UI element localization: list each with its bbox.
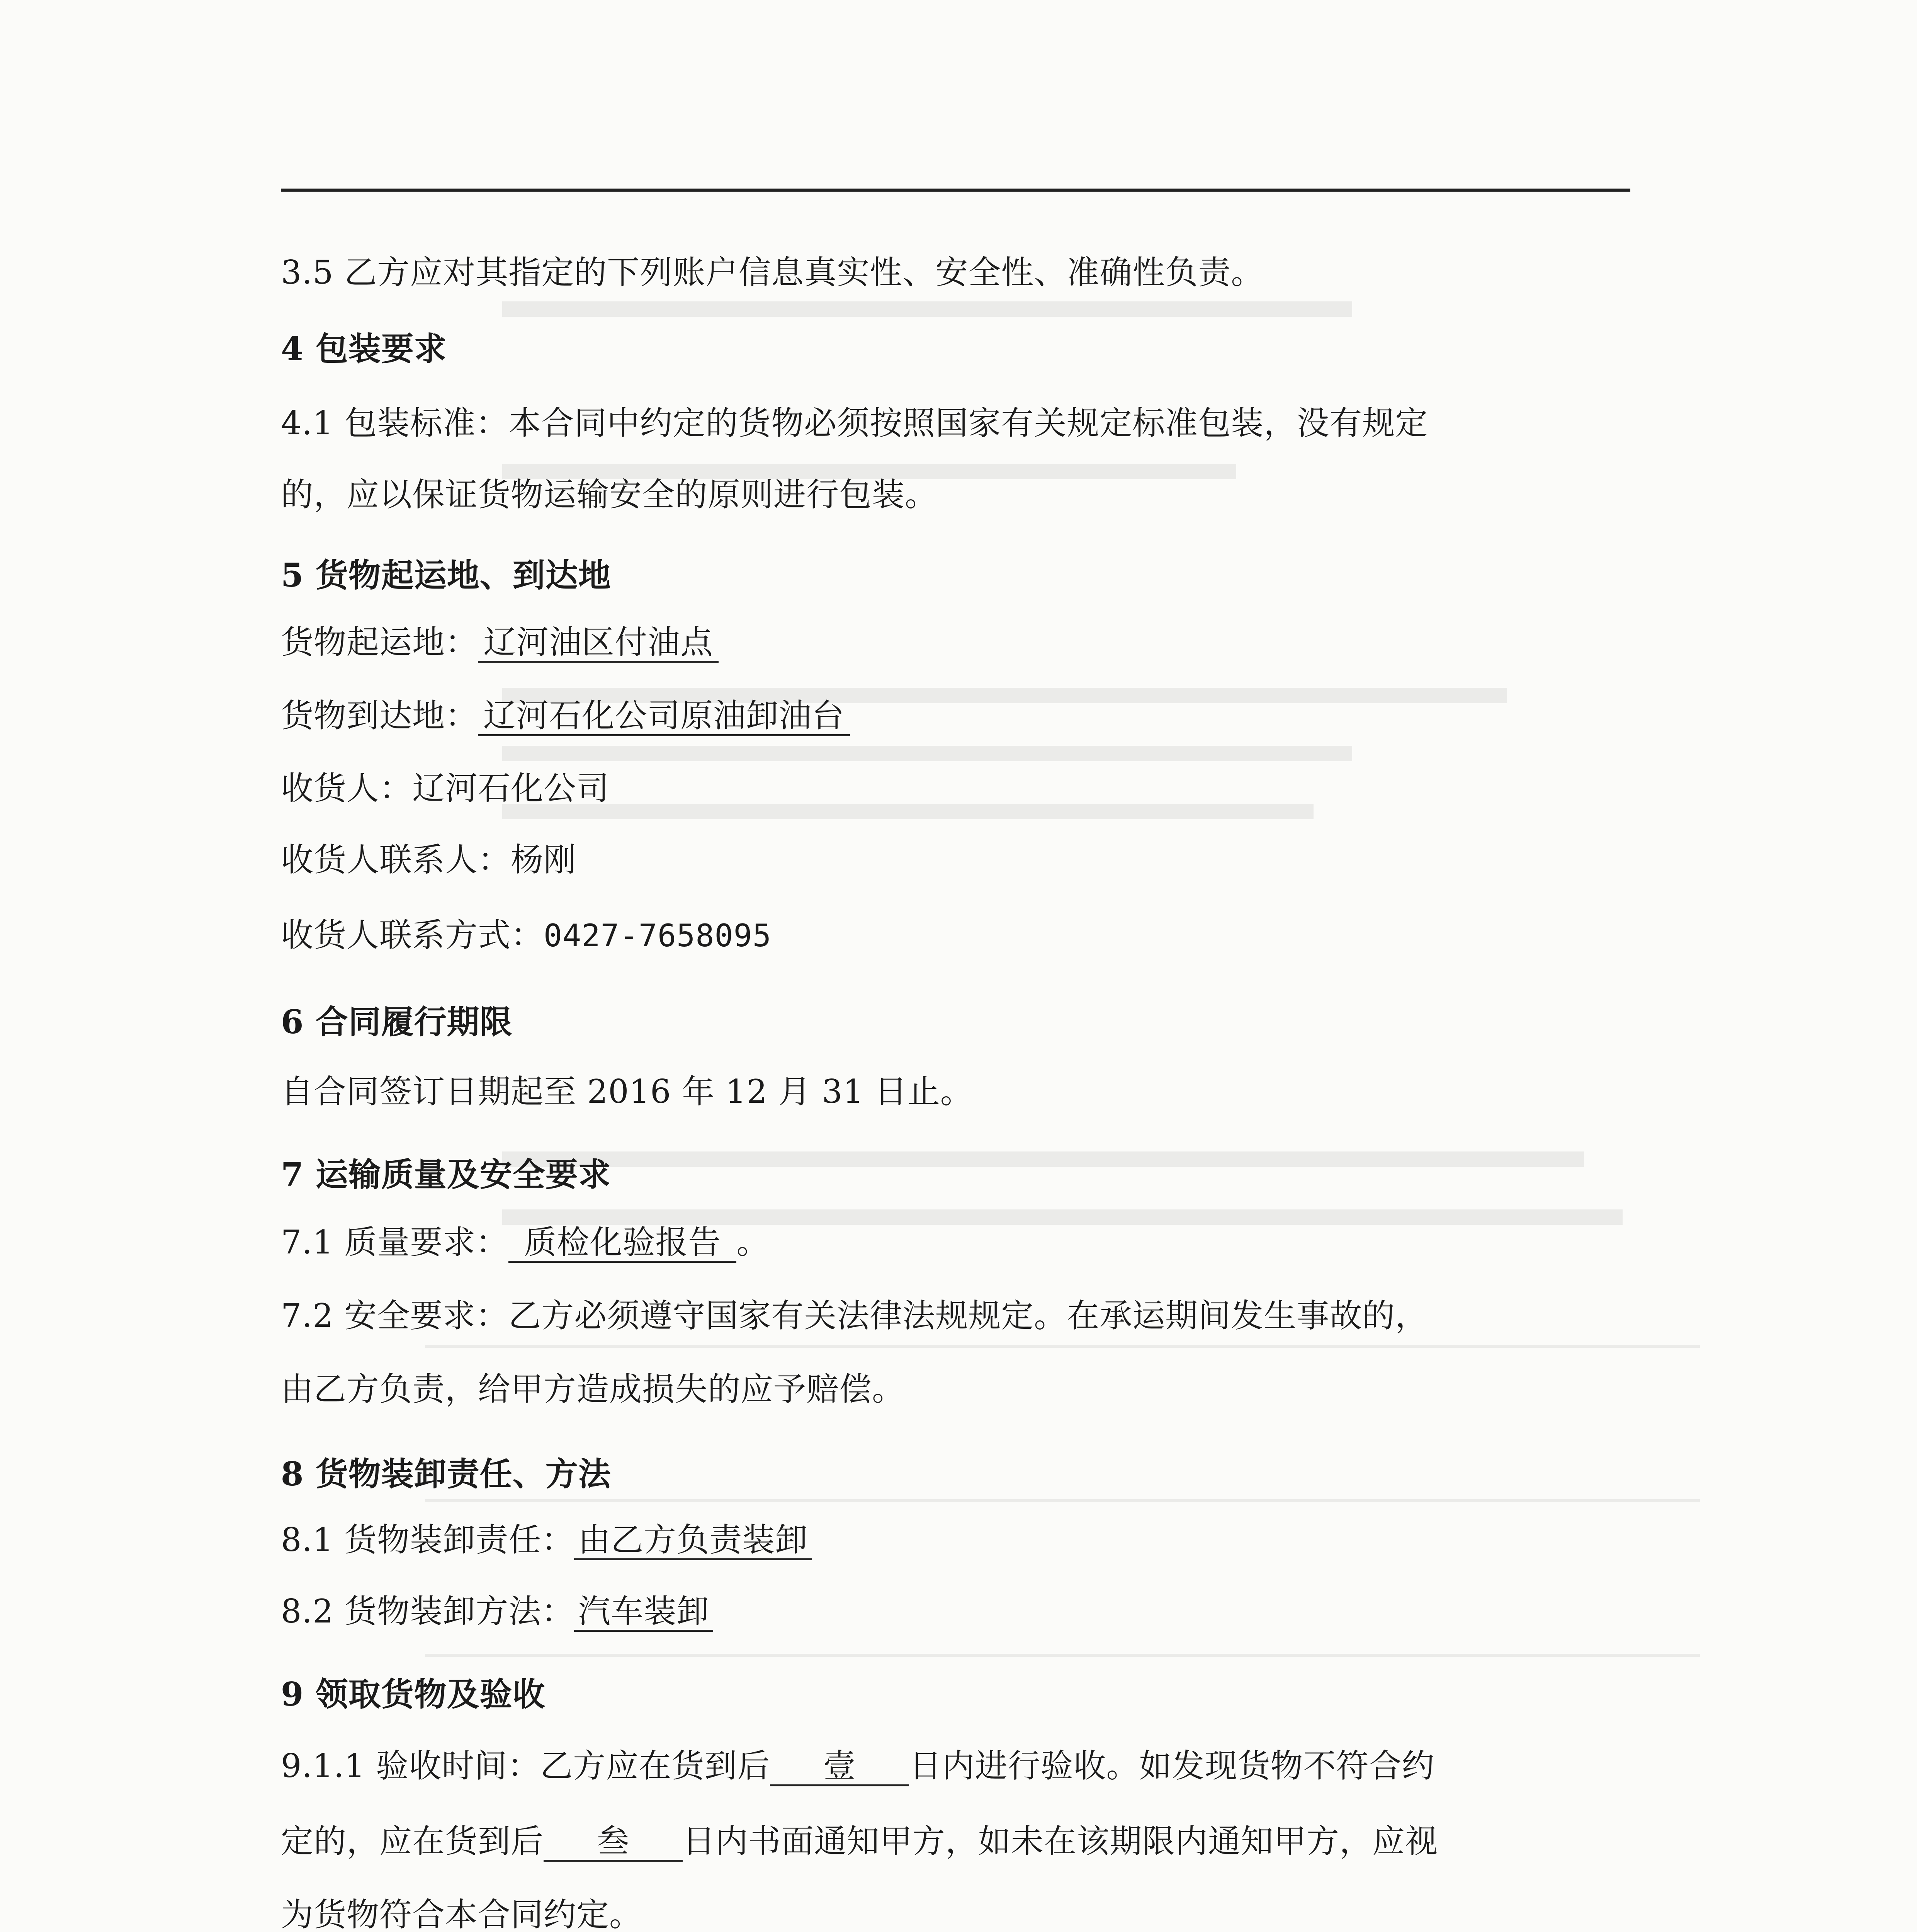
clause-9-1-1-line2: [281, 1820, 1438, 1862]
consignee-phone-label: 收货人联系方式：: [281, 916, 544, 954]
destination-line: [281, 694, 850, 737]
clause-4-1-line1: 4.1 包装标准：本合同中约定的货物必须按照国家有关规定标准包装，没有规定: [281, 404, 1428, 442]
section-5-heading: 5 货物起运地、到达地: [281, 556, 611, 594]
origin-label: 货物起运地：: [281, 623, 478, 661]
inspection-days-value: 壹: [770, 1747, 909, 1786]
clause-7-1-end: 。: [736, 1223, 770, 1261]
consignee-phone-value: 0427-7658095: [544, 918, 772, 954]
clause-9-1-1-line3: 为货物符合本合同约定。: [281, 1896, 642, 1932]
notice-days-value: 叁: [544, 1823, 683, 1862]
section-8-heading: 8 货物装卸责任、方法: [281, 1455, 611, 1493]
clause-9-1-1-label: 9.1.1 验收时间：乙方应在货到后: [281, 1747, 770, 1785]
clause-3-5: 3.5 乙方应对其指定的下列账户信息真实性、安全性、准确性负责。: [281, 253, 1264, 291]
clause-8-2-label: 8.2 货物装卸方法：: [281, 1592, 574, 1630]
consignee-line: 收货人：辽河石化公司: [281, 769, 610, 807]
term-line: 自合同签订日期起至 2016 年 12 月 31 日止。: [281, 1073, 973, 1111]
consignee-contact-line: 收货人联系人：杨刚: [281, 841, 577, 879]
origin-line: [281, 621, 719, 663]
clause-9-1-1-line2-label: 定的，应在货到后: [281, 1822, 544, 1860]
clause-7-2-line1: 7.2 安全要求：乙方必须遵守国家有关法律法规规定。在承运期间发生事故的，: [281, 1297, 1428, 1335]
clause-9-1-1-line2-rest: 日内书面通知甲方，如未在该期限内通知甲方，应视: [683, 1822, 1438, 1860]
section-7-heading: 7 运输质量及安全要求: [281, 1155, 611, 1194]
quality-requirement-value: 质检化验报告: [508, 1224, 736, 1263]
clause-8-1-label: 8.1 货物装卸责任：: [281, 1521, 574, 1559]
section-4-heading: 4 包装要求: [281, 330, 447, 368]
clause-7-1-label: 7.1 质量要求：: [281, 1223, 509, 1261]
clause-7-1: [281, 1221, 769, 1264]
consignee-phone-line: [281, 914, 772, 957]
section-6-heading: 6 合同履行期限: [281, 1003, 513, 1041]
bleed-through-texture: [425, 301, 1700, 1932]
header-rule: [281, 189, 1630, 192]
loading-responsibility-value: 由乙方负责装卸: [574, 1521, 812, 1560]
clause-7-2-line2: 由乙方负责，给甲方造成损失的应予赔偿。: [281, 1370, 905, 1408]
clause-8-1: [281, 1519, 812, 1561]
clause-9-1-1-line1: [281, 1745, 1434, 1787]
clause-4-1-line2: 的，应以保证货物运输安全的原则进行包装。: [281, 476, 938, 514]
clause-9-1-1-rest: 日内进行验收。如发现货物不符合约: [909, 1747, 1435, 1785]
destination-label: 货物到达地：: [281, 697, 478, 735]
origin-value: 辽河油区付油点: [478, 624, 719, 663]
loading-method-value: 汽车装卸: [574, 1593, 713, 1632]
section-9-heading: 9 领取货物及验收: [281, 1675, 546, 1713]
destination-value: 辽河石化公司原油卸油台: [478, 697, 850, 736]
clause-8-2: [281, 1590, 713, 1633]
